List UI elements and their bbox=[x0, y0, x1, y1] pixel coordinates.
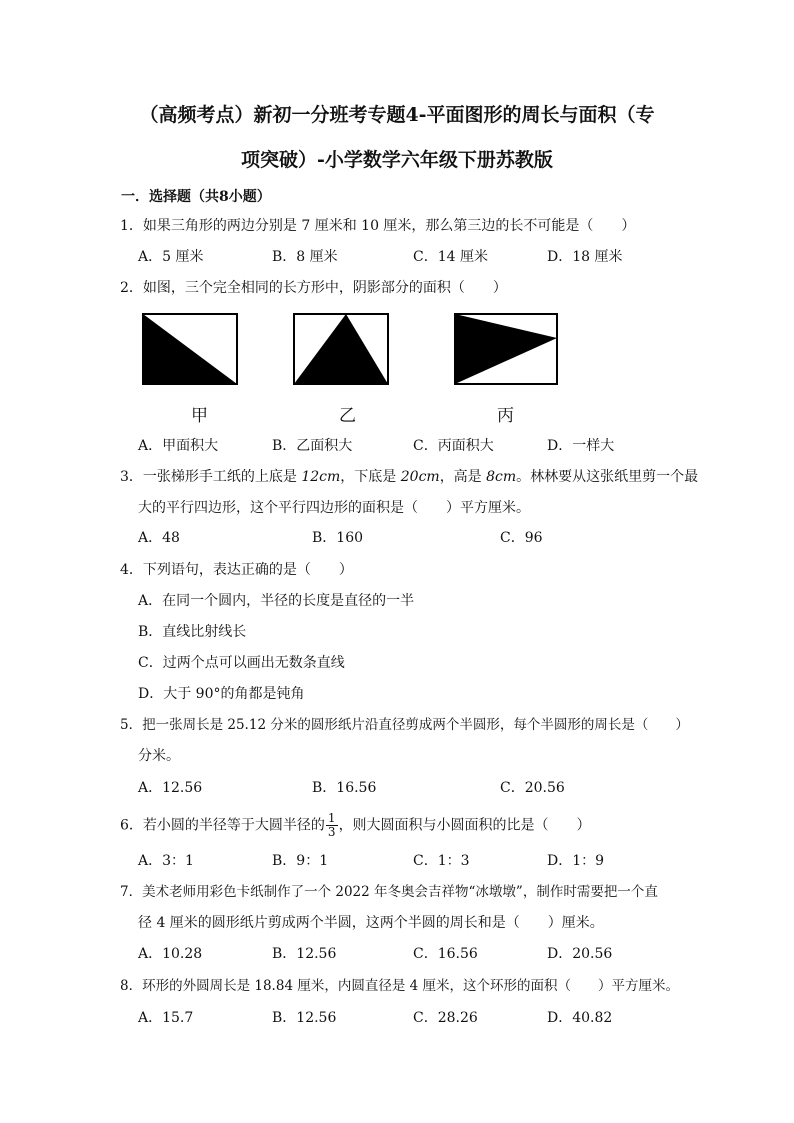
question-7-line-2: 径 4 厘米的圆形纸片剪成两个半圆，这两个半圆的周长和是（ ）厘米。 bbox=[138, 915, 604, 931]
q1-option-a: A．5 厘米 bbox=[138, 249, 204, 265]
q3-unit-3: 8cm bbox=[486, 469, 517, 485]
question-5: 5．把一张周长是 25.12 分米的圆形纸片沿直径剪成两个半圆形，每个半圆形的周长是（ ） bbox=[120, 717, 689, 733]
q7-option-d: D．20.56 bbox=[547, 946, 613, 962]
q4-option-c: C．过两个点可以画出无数条直线 bbox=[138, 655, 345, 671]
q3-text-c: ，高是 bbox=[439, 469, 487, 485]
figure-label-bing: 丙 bbox=[497, 406, 514, 426]
q1-option-b: B．8 厘米 bbox=[272, 249, 338, 265]
question-6 bbox=[120, 812, 591, 839]
figure-jia bbox=[142, 313, 238, 385]
q8-option-d: D．40.82 bbox=[547, 1010, 613, 1026]
figure-label-jia: 甲 bbox=[191, 406, 208, 426]
q8-option-a: A．15.7 bbox=[138, 1010, 194, 1026]
q3-unit-1: 12cm bbox=[301, 469, 341, 485]
q3-text-b: ，下底是 bbox=[340, 469, 401, 485]
q5-option-c: C．20.56 bbox=[500, 780, 565, 796]
fraction-one-third bbox=[326, 812, 338, 839]
q3-text-a: 3．一张梯形手工纸的上底是 bbox=[120, 469, 302, 485]
q3-unit-2: 20cm bbox=[400, 469, 440, 485]
question-2: 2．如图，三个完全相同的长方形中，阴影部分的面积（ ） bbox=[120, 280, 507, 296]
q8-option-c: C．28.26 bbox=[413, 1010, 478, 1026]
figure-bing bbox=[454, 313, 558, 385]
document-title-line-1: （高频考点）新初一分班考专题4-平面图形的周长与面积（专 bbox=[139, 104, 655, 126]
q7-option-b: B．12.56 bbox=[272, 946, 337, 962]
q4-option-d: D．大于 90°的角都是钝角 bbox=[138, 686, 305, 702]
question-5-line-2: 分米。 bbox=[138, 748, 180, 764]
question-7: 7．美术老师用彩色卡纸制作了一个 2022 年冬奥会吉祥物“冰墩墩”，制作时需要把一个直 bbox=[120, 884, 658, 900]
q5-option-b: B．16.56 bbox=[312, 780, 377, 796]
q6-option-d: D．1：9 bbox=[547, 853, 605, 869]
question-3-line-2: 大的平行四边形，这个平行四边形的面积是（ ）平方厘米。 bbox=[138, 500, 530, 516]
q6-option-a: A．3：1 bbox=[138, 853, 194, 869]
figure-yi bbox=[293, 313, 389, 385]
q3-option-b: B．160 bbox=[312, 530, 364, 546]
q3-option-a: A．48 bbox=[138, 530, 180, 546]
figure-label-yi: 乙 bbox=[339, 406, 356, 426]
q6-text-a: 6．若小圆的半径等于大圆半径的 bbox=[120, 817, 325, 834]
q3-text-d: 。林林要从这张纸里剪一个最 bbox=[516, 469, 699, 485]
q4-option-a: A．在同一个圆内，半径的长度是直径的一半 bbox=[138, 593, 415, 609]
q2-option-d: D．一样大 bbox=[547, 438, 615, 454]
q6-option-c: C．1：3 bbox=[413, 853, 470, 869]
q2-option-a: A．甲面积大 bbox=[138, 438, 219, 454]
fraction-denominator: 3 bbox=[327, 825, 336, 839]
q6-text-b: ，则大圆面积与小圆面积的比是（ ） bbox=[338, 817, 591, 834]
q8-option-b: B．12.56 bbox=[272, 1010, 337, 1026]
question-8: 8．环形的外圆周长是 18.84 厘米，内圆直径是 4 厘米，这个环形的面积（ ）平方厘米。 bbox=[120, 978, 679, 994]
q7-option-a: A．10.28 bbox=[138, 946, 203, 962]
q7-option-c: C．16.56 bbox=[413, 946, 478, 962]
q4-option-b: B．直线比射线长 bbox=[138, 624, 247, 640]
question-4: 4．下列语句，表达正确的是（ ） bbox=[120, 562, 353, 578]
document-title-line-2: 项突破）-小学数学六年级下册苏教版 bbox=[241, 149, 553, 171]
question-3 bbox=[120, 467, 698, 487]
q6-option-b: B．9：1 bbox=[272, 853, 329, 869]
q2-option-b: B．乙面积大 bbox=[272, 438, 353, 454]
fraction-numerator: 1 bbox=[327, 811, 336, 825]
question-1: 1．如果三角形的两边分别是 7 厘米和 10 厘米，那么第三边的长不可能是（ ） bbox=[120, 218, 636, 234]
q2-option-c: C．丙面积大 bbox=[413, 438, 494, 454]
section-heading: 一．选择题（共8小题） bbox=[121, 189, 271, 205]
q1-option-c: C．14 厘米 bbox=[413, 249, 488, 265]
q1-option-d: D．18 厘米 bbox=[547, 249, 623, 265]
q5-option-a: A．12.56 bbox=[138, 780, 203, 796]
q3-option-c: C．96 bbox=[500, 530, 543, 546]
